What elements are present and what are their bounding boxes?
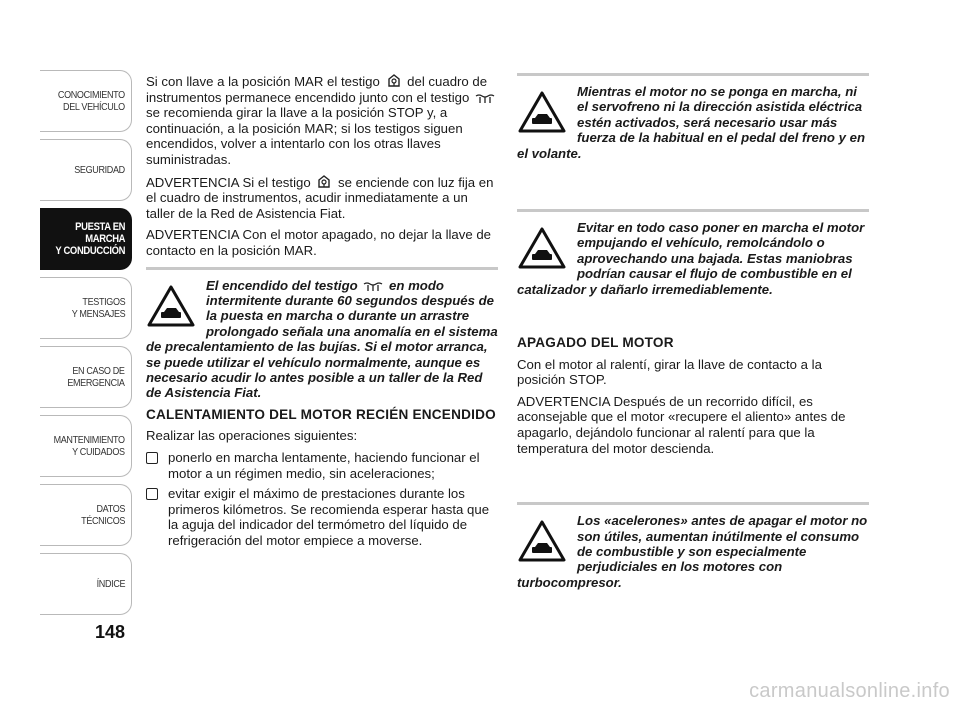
checkbox-icon xyxy=(146,488,158,500)
warning-triangle-icon xyxy=(517,519,567,563)
tab-label: SEGURIDAD xyxy=(74,164,125,176)
checklist xyxy=(146,450,498,549)
section-heading: CALENTAMIENTO DEL MOTOR RECIÉN ENCENDIDO xyxy=(146,406,496,422)
text: se enciende con luz fija en el cuadro de instrumentos, acudir inmediatamente a un taller de la Red de Asistencia Fiat. xyxy=(146,174,494,221)
text: ponerlo en marcha lentamente, haciendo funcionar el motor a un régimen medio, sin aceleraciones; xyxy=(168,449,480,481)
tab-puesta-en-marcha[interactable] xyxy=(40,208,132,270)
left-column xyxy=(146,73,498,554)
tab-emergencia[interactable] xyxy=(40,346,132,408)
divider xyxy=(146,267,498,270)
glow-plug-icon xyxy=(475,93,495,105)
section-heading: APAGADO DEL MOTOR xyxy=(517,335,674,351)
watermark: carmanualsonline.info xyxy=(749,680,950,702)
tab-label: DATOS TÉCNICOS xyxy=(81,503,125,527)
immobilizer-icon xyxy=(316,174,332,190)
spacer xyxy=(517,297,869,329)
tab-label: MANTENIMIENTO Y CUIDADOS xyxy=(53,434,125,458)
text: El encendido del testigo xyxy=(206,277,358,293)
warning-box xyxy=(146,278,498,401)
paragraph: Con el motor al ralentí, girar la llave de contacto a la posición STOP. xyxy=(517,356,822,388)
warning-box xyxy=(517,513,869,590)
tab-label: TESTIGOS Y MENSAJES xyxy=(71,296,125,320)
warning-box xyxy=(517,220,869,297)
immobilizer-icon xyxy=(386,73,402,89)
text: Mientras el motor no se ponga en marcha, ni el servofreno ni la dirección asistida eléctrica estén activados, será necesario usar más fuerza de la habitual en el pedal del freno y en el volante. xyxy=(517,84,866,161)
right-column xyxy=(517,73,869,590)
warning-triangle-icon xyxy=(517,90,567,134)
paragraph: Realizar las operaciones siguientes: xyxy=(146,428,358,444)
text: se recomienda girar la llave a la posición STOP y, a continuación, a la posición MAR; si los testigos siguen encendidos, volver a intentarlo con los otras llaves suministradas. xyxy=(146,105,463,167)
spacer xyxy=(517,462,869,494)
tab-label: PUESTA EN MARCHA Y CONDUCCIÓN xyxy=(55,221,125,257)
warning-box xyxy=(517,84,869,161)
tab-testigos[interactable] xyxy=(40,277,132,339)
tab-indice[interactable] xyxy=(40,553,132,615)
tab-label: CONOCIMIENTO DEL VEHÍCULO xyxy=(58,89,125,113)
divider xyxy=(517,209,869,212)
text: en modo intermitente durante 60 segundos después de la puesta en marcha o durante un arrastre prolongado señala una anomalía en el sistema de precalentamiento de las bujías. Si el motor arranca, se puede utilizar el vehículo normalmente, aunque es necesario acudir lo antes posible a un taller de la Red de Asistencia Fiat. xyxy=(146,277,498,401)
checkbox-icon xyxy=(146,452,158,464)
text: ADVERTENCIA Si el testigo xyxy=(146,174,311,190)
list-item xyxy=(146,450,498,481)
warning-triangle-icon xyxy=(517,226,567,270)
text: del cuadro de instrumentos permanece encendido junto con el testigo xyxy=(146,74,488,105)
text: Evitar en todo caso poner en marcha el motor empujando el vehículo, remolcándolo o aprovechando una bajada. Estas maniobras podrían causar el flujo de combustible en el catalizador y dañarlo irremediablemente. xyxy=(517,220,865,297)
paragraph xyxy=(146,73,498,168)
text: Si con llave a la posición MAR el testigo xyxy=(146,74,380,89)
divider xyxy=(517,73,869,76)
tab-label: EN CASO DE EMERGENCIA xyxy=(67,365,125,389)
paragraph: ADVERTENCIA Después de un recorrido difícil, es aconsejable que el motor «recupere el aliento» antes de apagarlo, dejándolo funcionar al ralentí para que la temperatura del motor descienda. xyxy=(517,393,846,456)
tab-seguridad[interactable] xyxy=(40,139,132,201)
tab-datos-tecnicos[interactable] xyxy=(40,484,132,546)
warning-triangle-icon xyxy=(146,284,196,328)
paragraph: ADVERTENCIA Con el motor apagado, no dejar la llave de contacto en la posición MAR. xyxy=(146,227,492,258)
tab-mantenimiento[interactable] xyxy=(40,415,132,477)
paragraph xyxy=(146,174,498,222)
glow-plug-icon xyxy=(363,281,383,293)
divider xyxy=(517,502,869,505)
tab-conocimiento[interactable] xyxy=(40,70,132,132)
list-item xyxy=(146,486,498,548)
text: Los «acelerones» antes de apagar el motor no son útiles, aumentan inútilmente el consumo de combustible y son especialmente perjudiciales en los motores con turbocompresor. xyxy=(517,513,868,590)
spacer xyxy=(517,161,869,201)
chapter-sidebar xyxy=(40,70,132,622)
text: evitar exigir el máximo de prestaciones durante los primeros kilómetros. Se recomienda esperar hasta que la aguja del indicador del termómetro del líquido de refrigeración del motor empiece a moverse. xyxy=(168,486,490,548)
tab-label: ÍNDICE xyxy=(96,578,125,590)
page-number: 148 xyxy=(95,622,126,642)
